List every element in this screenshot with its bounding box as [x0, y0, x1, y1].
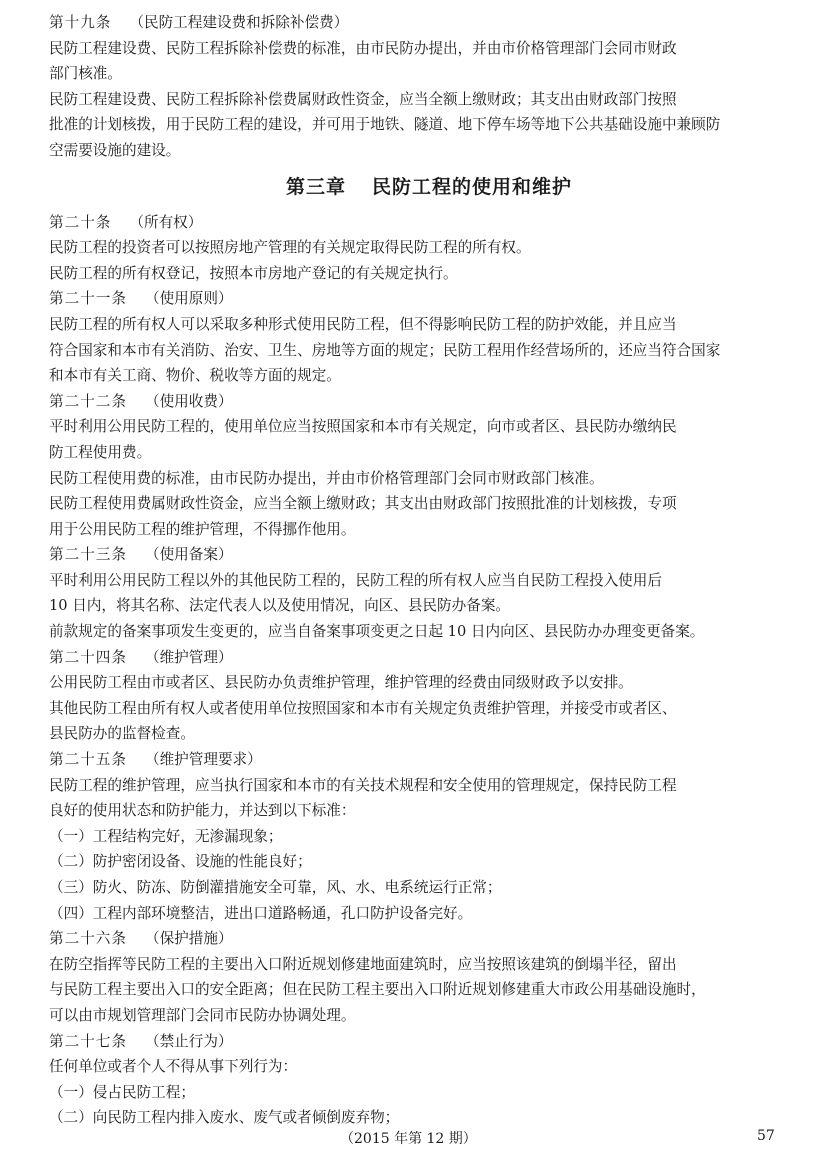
chapter-number: 第三章: [285, 175, 346, 198]
body-text-line: （二）向民防工程内排入废水、废气或者倾倒废弃物；: [49, 1109, 400, 1127]
body-text-line: 民防工程使用费的标准，由市民防办提出，并由市价格管理部门会同市财政部门核准。: [49, 469, 604, 487]
body-text-line: 防工程使用费。: [49, 443, 152, 461]
body-text-line: 批准的计划核拨，用于民防工程的建设，并可用于地铁、隧道、地下停车场等地下公共基础设施中兼顾防: [49, 116, 721, 134]
body-text-line: 民防工程使用费属财政性资金，应当全额上缴财政；其支出由财政部门按照批准的计划核拨，专项: [49, 495, 677, 513]
body-text-line: 民防工程的投资者可以按照房地产管理的有关规定取得民防工程的所有权。: [49, 239, 531, 257]
body-text-line: 与民防工程主要出入口的安全距离；但在民防工程主要出入口附近规划修建重大市政公用基础设施时，: [49, 981, 706, 999]
body-text-line: 空需要设施的建设。: [49, 141, 181, 159]
document-page: [46, 10, 812, 1131]
body-text-line: 用于公用民防工程的维护管理，不得挪作他用。: [49, 520, 356, 538]
body-text-line: 民防工程建设费、民防工程拆除补偿费属财政性资金，应当全额上缴财政；其支出由财政部门按照: [49, 90, 677, 108]
article-heading: [46, 1029, 812, 1055]
body-text-line: 民防工程的所有权人可以采取多种形式使用民防工程，但不得影响民防工程的防护效能，并且应当: [49, 315, 677, 333]
article-number: 第二十六条: [49, 930, 127, 948]
article-number: 第二十五条: [49, 751, 127, 769]
body-text-line: 任何单位或者个人不得从事下列行为：: [49, 1058, 298, 1076]
article-subject: （禁止行为）: [144, 1032, 233, 1050]
article-subject: （民防工程建设费和拆除补偿费）: [129, 14, 349, 31]
body-text-line: 其他民防工程由所有权人或者使用单位按照国家和本市有关规定负责维护管理，并接受市或者区、: [49, 699, 677, 717]
article-subject: （保护措施）: [144, 930, 233, 948]
body-text-line: （二）防护密闭设备、设施的性能良好；: [49, 853, 312, 871]
article-subject: （使用原则）: [144, 290, 233, 308]
body-text-line: 10 日内，将其名称、法定代表人以及使用情况，向区、县民防办备案。: [49, 597, 511, 615]
body-text-line: 民防工程的维护管理，应当执行国家和本市的有关技术规程和安全使用的管理规定，保持民防工程: [49, 776, 677, 794]
body-text-line: 和本市有关工商、物价、税收等方面的规定。: [49, 367, 341, 385]
body-text-line: 部门核准。: [49, 65, 122, 83]
article-subject: （所有权）: [129, 213, 203, 231]
issue-label: （2015 年第 12 期）: [340, 1131, 477, 1147]
chapter-heading: [46, 164, 812, 210]
body-text-line: 公用民防工程由市或者区、县民防办负责维护管理，维护管理的经费由同级财政予以安排。: [49, 674, 633, 692]
article-subject: （维护管理要求）: [144, 751, 262, 769]
article-number: 第二十四条: [49, 648, 127, 666]
article-subject: （维护管理）: [144, 648, 233, 666]
chapter-title: 民防工程的使用和维护: [372, 175, 573, 198]
body-text-line: 县民防办的监督检查。: [49, 725, 195, 743]
article-subject: （使用收费）: [144, 392, 233, 410]
body-text-line: （一）工程结构完好，无渗漏现象；: [49, 827, 283, 845]
article-number: 第二十二条: [49, 392, 127, 410]
article-heading: [46, 210, 812, 236]
article-number: 第二十七条: [49, 1032, 127, 1050]
body-text-line: （四）工程内部环境整洁，进出口道路畅通，孔口防护设备完好。: [49, 904, 473, 922]
body-text-line: 符合国家和本市有关消防、治安、卫生、房地等方面的规定；民防工程用作经营场所的，还应当符合国家: [49, 341, 721, 359]
article-heading: [46, 645, 812, 671]
body-text-line: 在防空指挥等民防工程的主要出入口附近规划修建地面建筑时，应当按照该建筑的倒塌半径，留出: [49, 955, 677, 973]
article-heading: [46, 286, 812, 312]
article-heading: [46, 389, 812, 415]
body-text-line: 前款规定的备案事项发生变更的，应当自备案事项变更之日起 10 日内向区、县民防办办理变更备案。: [49, 623, 705, 641]
page-footer: [0, 1128, 827, 1152]
body-text-line: （三）防火、防冻、防倒灌措施安全可靠，风、水、电系统运行正常；: [49, 879, 502, 896]
article-number: 第二十三条: [49, 546, 127, 564]
article-number: 第二十条: [49, 213, 112, 231]
body-text-line: 平时利用公用民防工程的，使用单位应当按照国家和本市有关规定，向市或者区、县民防办缴纳民: [49, 418, 677, 436]
body-text-line: 民防工程的所有权登记，按照本市房地产登记的有关规定执行。: [49, 264, 458, 282]
article-heading: [46, 747, 812, 773]
article-heading: [46, 926, 812, 952]
body-text-line: 平时利用公用民防工程以外的其他民防工程的，民防工程的所有权人应当自民防工程投入使用后: [49, 571, 662, 589]
body-text-line: 民防工程建设费、民防工程拆除补偿费的标准，由市民防办提出，并由市价格管理部门会同市财政: [49, 39, 677, 57]
body-text-line: 可以由市规划管理部门会同市民防办协调处理。: [49, 1006, 356, 1024]
article-heading: [46, 10, 812, 36]
page-number: 57: [757, 1128, 775, 1144]
body-text-line: （一）侵占民防工程；: [49, 1083, 195, 1101]
article-number: 第十九条: [49, 14, 112, 31]
article-heading: [46, 542, 812, 568]
article-number: 第二十一条: [49, 290, 127, 308]
body-text-line: 良好的使用状态和防护能力，并达到以下标准：: [49, 802, 356, 820]
article-subject: （使用备案）: [144, 546, 233, 564]
